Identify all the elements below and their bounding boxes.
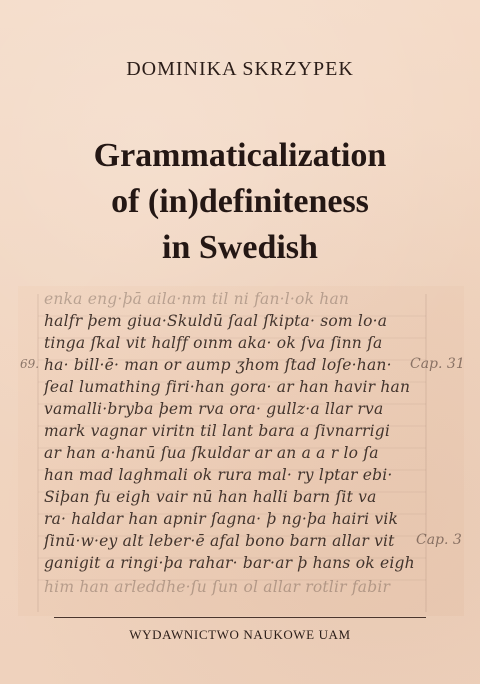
manuscript-line: han mad laghmali ok rura mal· ry lptar ebi· xyxy=(44,466,393,484)
title-line-1: Grammaticalization xyxy=(93,137,387,174)
manuscript-line: ar han a·hanū ſua ſkuldar ar an a a r lo ſa xyxy=(44,444,379,462)
book-title xyxy=(0,133,480,271)
publisher-name: WYDAWNICTWO NAUKOWE UAM xyxy=(129,627,351,642)
manuscript-line: halfr þem giua·Skuldū ſaal ſkipta· som lo·a xyxy=(44,312,388,330)
manuscript-line: ha· bill·ē· man or aump ʒhom ſtad loſe·han· xyxy=(44,356,392,374)
manuscript-line: ſinū·w·ey alt leber·ē afal bono barn allar vit xyxy=(44,532,395,550)
margin-note: Cap. 3 xyxy=(416,532,462,548)
manuscript-line: ſeal lumathing firi·han gora· ar han havir han xyxy=(44,378,411,396)
manuscript-line: tinga ſkal vit halff oınm aka· ok ſva ſinn ſa xyxy=(44,334,383,352)
manuscript-line: mark vagnar viritn til lant bara a ſivnarrigi xyxy=(44,422,391,440)
author-name: DOMINIKA SKRZYPEK xyxy=(126,58,354,80)
manuscript-line: enka eng·þā aila·nm til ni fan·l·ok han xyxy=(44,290,350,308)
margin-note: Cap. 31 xyxy=(410,356,465,372)
manuscript-line: ra· haldar han apnir ſagna· þ ng·þa hairi vik xyxy=(44,510,399,528)
title-line-2: of (in)definiteness xyxy=(111,183,369,220)
publisher-divider xyxy=(54,617,426,618)
manuscript-line: vamalli·bryba þem rva ora· gullz·a llar rva xyxy=(44,400,384,418)
manuscript-line: Siþan fu eigh vair nū han halli barn ſit va xyxy=(44,488,377,506)
manuscript-line: ganigit a ringi·þa rahar· bar·ar þ hans ok eigh xyxy=(44,554,415,572)
margin-note: 69. xyxy=(20,357,40,371)
manuscript-illustration xyxy=(18,286,464,616)
title-line-3: in Swedish xyxy=(162,229,318,266)
manuscript-line: him han arleddhe·ſu ſun ol allar rotlir fabir xyxy=(44,578,391,596)
